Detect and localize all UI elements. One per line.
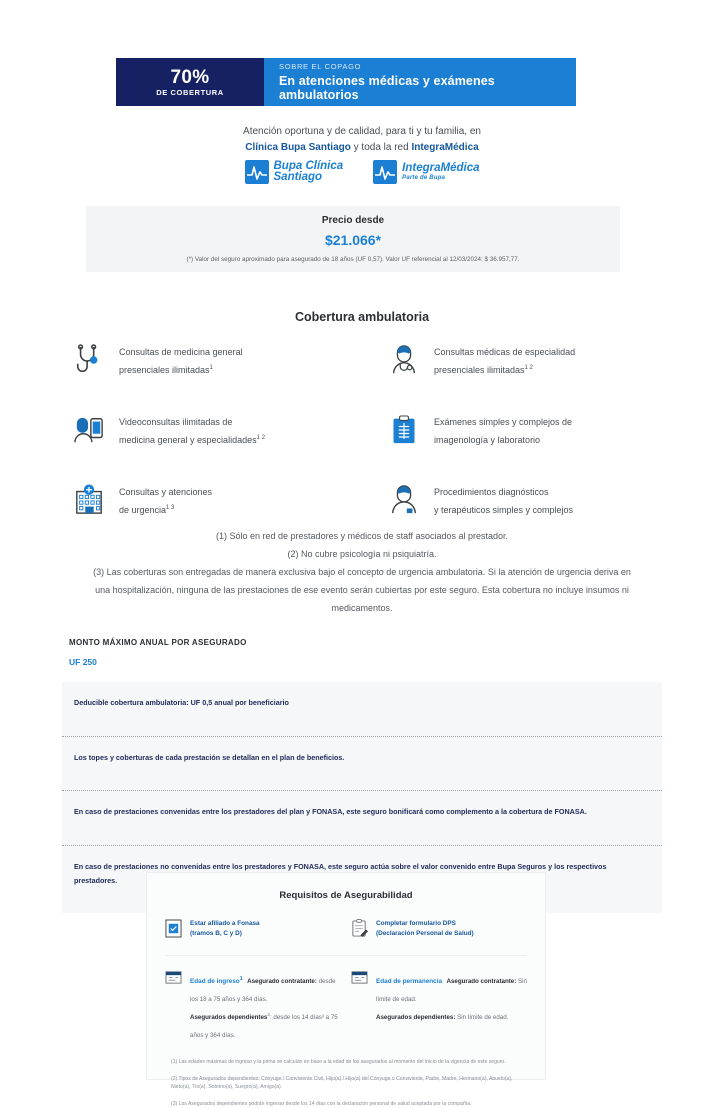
requirement-text <box>190 919 260 939</box>
age-heading <box>376 978 442 985</box>
annual-max-value: UF 250 <box>69 657 97 667</box>
benefit-line-1: Exámenes simples y complejos de <box>434 417 573 427</box>
age-row-label: Asegurado contratante: <box>247 977 317 985</box>
videocall-icon <box>72 410 106 450</box>
benefit-text <box>119 410 265 449</box>
age-row-value: : desde los 14 días³ a 75 años y 364 días. <box>190 1013 338 1039</box>
benefit-item <box>72 410 347 462</box>
intro-line-1: Atención oportuna y de calidad, para ti y tu familia, en <box>243 126 481 137</box>
intro-text <box>0 124 724 155</box>
benefit-text <box>434 480 573 519</box>
logo-integramedica <box>373 160 479 184</box>
benefit-item <box>72 480 347 532</box>
age-row-label: Asegurados dependientes: <box>376 1013 456 1021</box>
annual-max-label: MONTO MÁXIMO ANUAL POR ASEGURADO <box>69 638 247 647</box>
benefit-superscript: 1 3 <box>166 504 175 511</box>
age-row-label: Asegurado contratante: <box>446 977 517 985</box>
xray-clipboard-icon <box>387 410 421 450</box>
requirement-item <box>165 919 341 939</box>
age-heading-superscript: 1 <box>239 975 243 982</box>
banner-percent-block <box>116 58 264 106</box>
price-label: Precio desde <box>321 215 385 226</box>
benefit-text <box>119 480 212 519</box>
document-check-icon <box>165 919 182 938</box>
benefit-item <box>387 410 662 462</box>
benefit-superscript: 1 <box>209 364 213 371</box>
benefit-superscript: 1 2 <box>256 434 265 441</box>
card-note: (2) Tipos de Asegurados dependientes: Cónyuge / Conviviente Civil, Hijo(a) / Hijo(a) del Cónyuge o Conviviente, Padre, Madre, Hermano(a), Abuelo(a), Nieto(a), Tío(a), Sobrino(a), Suegro(a), Amigo(a). <box>171 1075 513 1091</box>
clipboard-pen-icon <box>351 919 368 938</box>
benefit-line-2: presenciales ilimitadas <box>119 364 210 375</box>
banner-title: En atenciones médicas y exámenes ambulatorios <box>279 74 495 102</box>
banner-percent: 70% <box>170 66 210 88</box>
age-heading-label: Edad de ingreso <box>190 977 240 985</box>
intro-line-2 <box>0 140 724 156</box>
card-note: (3) Los Asegurados dependientes podrán ingresar desde los 14 días con la declaración personal de salud aceptada por la compañía. <box>171 1101 472 1108</box>
benefit-line-2: de urgencia <box>119 504 167 515</box>
banner-percent-subtitle: DE COBERTURA <box>156 88 224 98</box>
age-grid <box>147 956 545 1042</box>
benefit-text <box>119 340 243 379</box>
benefit-text <box>434 410 572 449</box>
term-row: Los topes y coberturas de cada prestación se detallan en el plan de beneficios. <box>62 736 662 791</box>
age-body <box>190 975 338 1039</box>
benefit-line-1: Consultas de medicina general <box>119 347 243 357</box>
benefit-text <box>434 340 575 379</box>
logo-integramedica-line2: Parte de Bupa <box>402 174 446 181</box>
integramedica-heartbeat-icon <box>373 160 397 184</box>
age-row-value: desde los 18 a 75 años y 364 días. <box>190 977 336 1003</box>
age-heading <box>190 975 243 985</box>
age-row-label: Asegurados dependientes <box>190 1013 268 1021</box>
coverage-benefits-list <box>72 340 662 532</box>
hospital-icon <box>72 480 106 520</box>
requirement-line-2: (tramos B, C y D) <box>190 929 242 937</box>
benefit-line-2: presenciales ilimitadas <box>434 364 525 375</box>
requirement-line-2: (Declaración Personal de Salud) <box>376 929 474 937</box>
banner-kicker: SOBRE EL COPAGO <box>279 62 362 71</box>
stethoscope-icon <box>72 340 106 380</box>
benefit-line-1: Consultas médicas de especialidad <box>434 347 576 357</box>
card-notes <box>147 1042 545 1108</box>
requirement-line-1: Completar formulario DPS <box>376 920 456 927</box>
partner-logos <box>0 160 724 184</box>
age-row-superscript: 2 <box>267 1011 270 1017</box>
term-row: En caso de prestaciones no convenidas entre los prestadores y FONASA, este seguro actúa sobre el valor convenido entre Bupa Seguros y los respectivos prestadores. <box>62 845 662 913</box>
benefit-line-1: Procedimientos diagnósticos <box>434 487 549 497</box>
intro-network-name: IntegraMédica <box>411 141 479 153</box>
logo-bupa-clinica-santiago <box>245 160 344 184</box>
benefit-item <box>387 340 662 392</box>
price-value: $21.066* <box>324 232 382 248</box>
requirements-title: Requisitos de Asegurabilidad <box>279 890 413 901</box>
intro-connector: y toda la red <box>350 141 412 153</box>
benefit-line-1: Videoconsultas ilimitadas de <box>119 417 233 427</box>
logo-bupa-text <box>274 161 344 184</box>
footnote-1: (1) Sólo en red de prestadores y médicos de staff asociados al prestador. <box>216 531 508 541</box>
requirement-text <box>376 919 474 939</box>
coverage-footnotes <box>92 527 632 617</box>
bupa-heartbeat-icon <box>245 160 269 184</box>
intro-clinic-name: Clínica Bupa Santiago <box>245 141 351 153</box>
requirements-grid <box>147 901 545 939</box>
doctor-male-icon <box>387 340 421 380</box>
age-text <box>376 970 527 1024</box>
requirement-line-1: Estar afiliado a Fonasa <box>190 920 260 927</box>
age-row-value: Sin límite de edad. <box>455 1013 509 1021</box>
benefit-line-2: medicina general y especialidades <box>119 434 257 445</box>
coverage-section-title: Cobertura ambulatoria <box>294 310 430 324</box>
requirements-card <box>146 872 546 1108</box>
benefit-line-2: y terapéuticos simples y complejos <box>434 504 574 515</box>
calendar-icon <box>351 970 368 989</box>
doctor-nurse-icon <box>387 480 421 520</box>
benefit-line-1: Consultas y atenciones <box>119 487 213 497</box>
benefit-line-2: imagenología y laboratorio <box>434 434 541 445</box>
term-row: Deducible cobertura ambulatoria: UF 0,5 anual por beneficiario <box>74 698 289 707</box>
requirement-item <box>351 919 527 939</box>
benefit-item <box>387 480 662 532</box>
footnote-3: (3) Las coberturas son entregadas de manera exclusiva bajo el concepto de urgencia ambulatoria. Si la atención de urgencia deriva en una hospitalización, ninguna de las prestaciones de ese evento serán cubiertas por este seguro. Esta cobertura no incluye insumos ni medicamentos. <box>93 567 631 613</box>
price-box <box>86 206 620 272</box>
benefit-superscript: 1 2 <box>524 364 533 371</box>
age-item <box>165 970 341 1042</box>
benefit-item <box>72 340 347 392</box>
age-item <box>351 970 527 1042</box>
age-row-value: Sin límite de edad. <box>376 977 527 1003</box>
age-text <box>190 970 341 1042</box>
coverage-banner <box>116 58 576 106</box>
price-note: (*) Valor del seguro aproximado para asegurado de 18 años (UF 0,57). Valor UF referencial al 12/03/2024: $ 36.957,77. <box>186 256 520 263</box>
annual-max-amount <box>69 638 247 667</box>
term-row: En caso de prestaciones convenidas entre los prestadores del plan y FONASA, este seguro bonificará como complemento a la cobertura de FONASA. <box>62 790 662 845</box>
logo-bupa-line2: Santiago <box>273 171 323 183</box>
logo-integramedica-line1: IntegraMédica <box>402 162 480 175</box>
logo-integramedica-text <box>402 163 479 181</box>
banner-description-block <box>264 58 576 106</box>
calendar-icon <box>165 970 182 989</box>
logo-bupa-line1: Bupa Clínica <box>273 159 344 172</box>
age-heading-label: Edad de permanencia <box>376 977 443 985</box>
card-note: (1) Las edades máximas de ingreso y la prima se calculan en base a la edad de los asegurados al momento del inicio de la vigencia de este seguro. <box>171 1058 506 1065</box>
footnote-2: (2) No cubre psicología ni psiquiatría. <box>287 549 437 559</box>
